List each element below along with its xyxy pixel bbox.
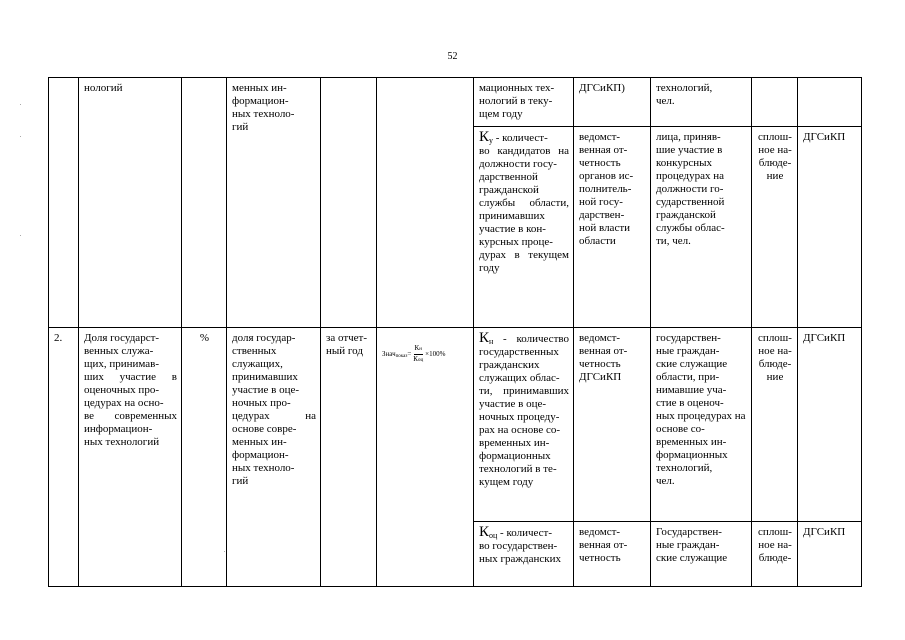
period-cell xyxy=(321,328,377,587)
component-cell xyxy=(474,78,574,127)
kn-observation-unit: государствен- ные граждан- ские служащие области, при- нимавшие уча- стие в оценоч- ных процедурах на основе со- временных ин- формационных технологий, чел. xyxy=(656,332,746,487)
ky-subscript: у xyxy=(489,136,494,145)
unit-of-observation-cell xyxy=(651,328,752,522)
formula-cell xyxy=(377,328,474,587)
method-cell xyxy=(752,78,798,127)
definition-continued: менных ин- формацион- ных техноло- гий xyxy=(232,82,295,133)
responsible-cell xyxy=(798,328,862,522)
period-cell xyxy=(321,78,377,328)
ky-symbol: К xyxy=(479,129,490,145)
ky-observation-unit: лица, приняв- шие участие в конкурсных процедурах на должности го- сударственной гражданской службы облас- ти, чел. xyxy=(656,131,725,247)
scan-speck xyxy=(20,235,21,236)
row-number: 2. xyxy=(54,332,63,344)
scan-speck xyxy=(20,104,21,105)
unit-cell xyxy=(182,78,227,328)
ky-method: сплош- ное на- блюде- ние xyxy=(758,131,792,182)
ky-text: - количест- во кандидатов на должности госу- дарственной гражданской службы области, принимавших участие в кон- курсных проце- дурах в текущем году xyxy=(479,132,569,274)
formula-fraction xyxy=(412,344,424,365)
indicator-definition: доля государ- ственных служащих, принимавших участие в оце- ночных про- цедурах на основе совре- менных ин- формацион- ных техноло- гий xyxy=(232,332,316,487)
formula-cell xyxy=(377,78,474,328)
responsible-cell xyxy=(798,127,862,328)
num-cell xyxy=(49,78,79,328)
koc-observation-unit: Государствен- ные граждан- ские служащие xyxy=(656,526,728,564)
table-row xyxy=(49,78,862,127)
source-cell xyxy=(574,127,651,328)
koc-responsible: ДГСиКП xyxy=(803,526,846,538)
source-cell xyxy=(574,328,651,522)
unit-cell xyxy=(182,328,227,587)
ky-responsible: ДГСиКП xyxy=(803,131,846,143)
ky-source: ведомст- венная от- четность органов ис- полнитель- ной госу- дарствен- ной власти области xyxy=(579,131,634,247)
source-continued: ДГСиКП) xyxy=(579,82,625,94)
method-cell xyxy=(752,127,798,328)
koc-source: ведомст- венная от- четность xyxy=(579,526,628,564)
koc-subscript: оц xyxy=(489,531,498,540)
kn-method: сплош- ное на- блюде- ние xyxy=(758,332,792,383)
scan-speck xyxy=(20,136,21,137)
formula-lhs: Знач xyxy=(382,350,396,358)
formula-lhs-subscript: показ xyxy=(395,354,408,359)
observation-unit-continued: технологий, чел. xyxy=(656,82,713,107)
kn-text: - количество государственных гражданских служащих облас- ти, принимавших участие в оце- ночных процеду- рах на основе со- временных ин- формационных технологий в те- кущем году xyxy=(479,333,569,488)
calculation-formula xyxy=(382,332,469,365)
formula-multiplier: ×100% xyxy=(425,350,446,358)
method-cell xyxy=(752,522,798,587)
ky-description xyxy=(479,131,569,275)
kn-responsible: ДГСиКП xyxy=(803,332,846,344)
indicator-table xyxy=(48,77,862,587)
component-cell xyxy=(474,328,574,522)
unit-of-observation-cell xyxy=(651,522,752,587)
page-number: 52 xyxy=(447,51,458,62)
table-row xyxy=(49,328,862,522)
koc-description xyxy=(479,526,569,566)
responsible-cell xyxy=(798,78,862,127)
indicator-name: Доля государст- венных служа- щих, принимав- ших участие в оценочных про- цедурах на осно- ве современных информацион- ных технологий xyxy=(84,332,177,448)
method-cell xyxy=(752,328,798,522)
koc-text: - количест- во государствен- ных гражданских xyxy=(479,527,562,565)
unit-of-observation-cell xyxy=(651,78,752,127)
definition-cell xyxy=(227,78,321,328)
responsible-cell xyxy=(798,522,862,587)
reporting-period: за отчет- ный год xyxy=(326,332,368,357)
kn-symbol: К xyxy=(479,330,490,346)
kn-source: ведомст- венная от- четность ДГСиКП xyxy=(579,332,628,383)
scan-speck xyxy=(224,551,225,552)
kn-subscript: н xyxy=(489,337,494,346)
source-cell xyxy=(574,522,651,587)
formula-denominator: Коц xyxy=(413,355,424,363)
unit-of-measure: % xyxy=(199,332,210,344)
source-cell xyxy=(574,78,651,127)
component-cell xyxy=(474,522,574,587)
definition-cell xyxy=(227,328,321,587)
indicator-name-cell xyxy=(79,328,182,587)
num-cell xyxy=(49,328,79,587)
kn-description xyxy=(479,332,569,489)
indicator-name-cell xyxy=(79,78,182,328)
koc-symbol: К xyxy=(479,524,490,540)
unit-of-observation-cell xyxy=(651,127,752,328)
formula-equals: = xyxy=(407,350,412,358)
indicator-name-continued: нологий xyxy=(84,82,123,94)
component-cell xyxy=(474,127,574,328)
koc-method: сплош- ное на- блюде- xyxy=(758,526,792,564)
component-desc-continued: мационных тех- нологий в теку- щем году xyxy=(479,82,555,120)
formula-numerator: Кн xyxy=(414,344,423,355)
